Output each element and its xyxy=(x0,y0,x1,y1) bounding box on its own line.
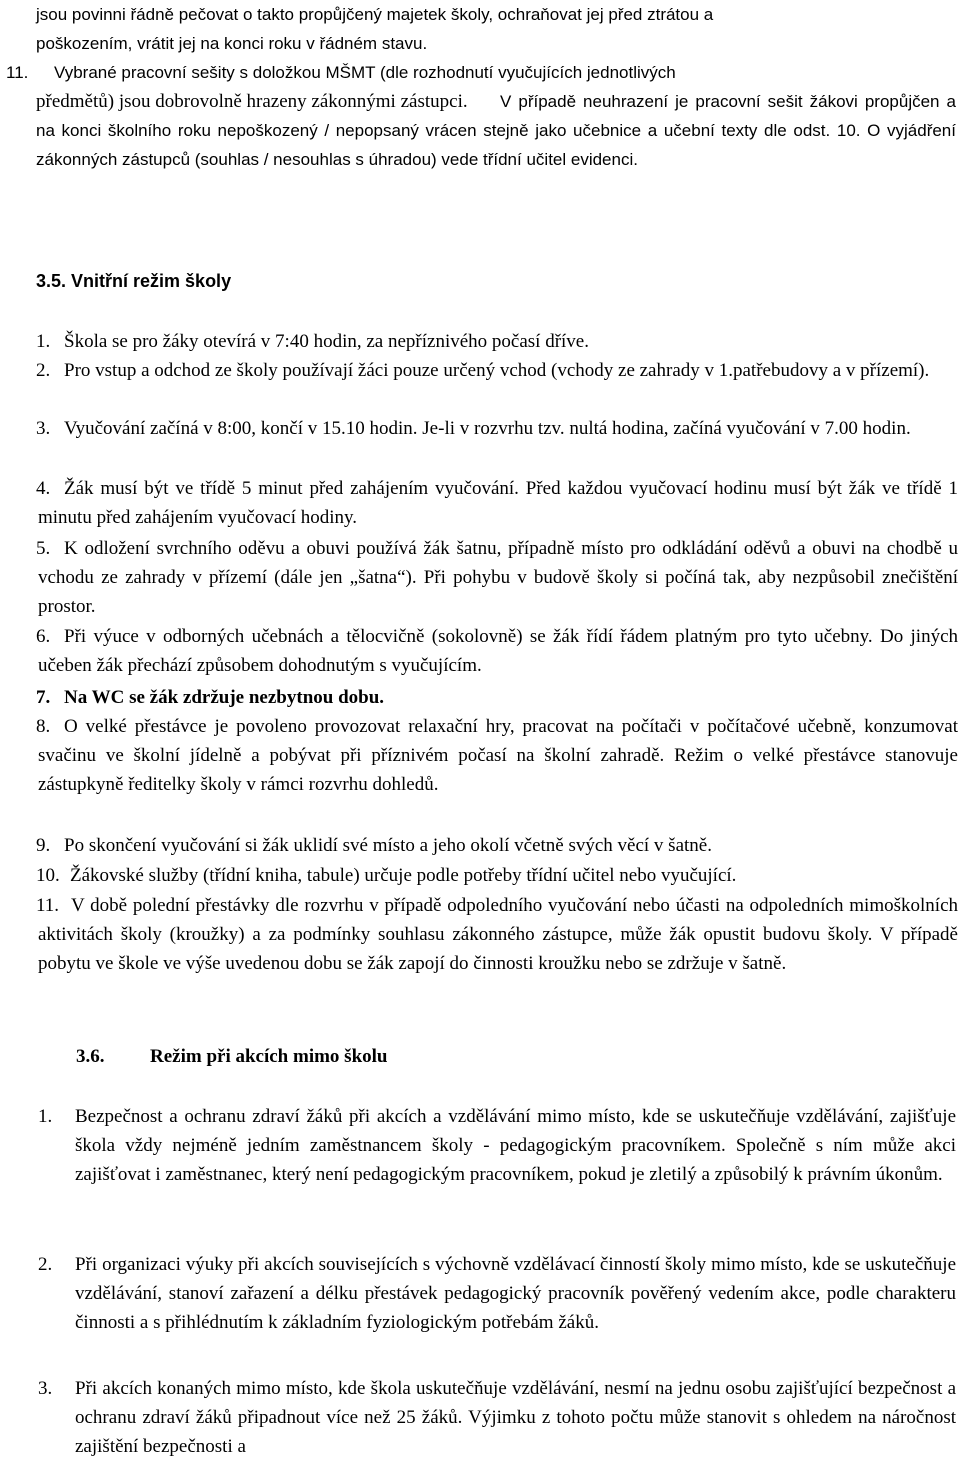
list-item-text: Vyučování začíná v 8:00, končí v 15.10 hodin. Je-li v rozvrhu tzv. nultá hodina, začíná vyučování v 7.00 hodin. xyxy=(64,418,911,439)
section-3-6-number: 3.6. xyxy=(76,1046,105,1067)
list-item-text: K odložení svrchního oděvu a obuvi používá žák šatnu, případně místo pro odkládání oděvů a obuvi na chodbě u vchodu ze zahrady v přízemí (dále jen „šatna“). Při pohybu v budově školy si počíná tak, aby nezpůsobil znečištění prostor. xyxy=(38,538,958,617)
section-3-5-heading: 3.5. Vnitřní režim školy xyxy=(36,271,232,291)
list-item-text: Na WC se žák zdržuje nezbytnou dobu. xyxy=(64,687,385,708)
list-item-number: 5. xyxy=(36,538,51,559)
list-item-number: 9. xyxy=(36,835,51,856)
intro-line-2: poškozením, vrátit jej na konci roku v řádném stavu. xyxy=(36,34,428,53)
list-item-number: 3. xyxy=(38,1378,53,1399)
intro-line-1: jsou povinni řádně pečovat o takto propůjčený majetek školy, ochraňovat jej před ztrátou a xyxy=(36,5,714,24)
list-item-text: Po skončení vyučování si žák uklidí své místo a jeho okolí včetně svých věcí v šatně. xyxy=(64,835,712,856)
list-item-number: 8. xyxy=(36,716,51,737)
intro-item-11-line-2: předmětů) jsou dobrovolně hrazeny zákonnými zástupci. xyxy=(36,91,468,112)
list-item-number: 7. xyxy=(36,687,51,708)
list-item-text: O velké přestávce je povoleno provozovat relaxační hry, pracovat na počítači v počítačové učebně, konzumovat svačinu ve školní jídelně a pobývat při příznivém počasí na školní zahradě. Režim o velké přestávce stanovuje zástupkyně ředitelky školy v rámci rozvrhu dohledů. xyxy=(38,716,958,795)
list-item-text: Při organizaci výuky při akcích souvisejících s výchovně vzdělávací činností školy mimo místo, kde se uskutečňuje vzdělávání, stanoví zařazení a délku přestávek pedagogický pracovník pověřený vedením akce, podle charakteru činnosti a s přihlédnutím k základním fyziologickým potřebám žáků. xyxy=(75,1254,956,1333)
list-item-number: 3. xyxy=(36,418,51,439)
list-item-text: Při akcích konaných mimo místo, kde škola uskutečňuje vzdělávání, nesmí na jednu osobu zajišťující bezpečnost a ochranu zdraví žáků připadnout více než 25 žáků. Výjimku z tohoto počtu může stanovit s ohledem na náročnost zajištění bezpečnosti a xyxy=(75,1378,956,1457)
list-item-text: Škola se pro žáky otevírá v 7:40 hodin, za nepříznivého počasí dříve. xyxy=(64,331,589,352)
section-3-6-heading: Režim při akcích mimo školu xyxy=(150,1046,388,1067)
list-item-number: 11. xyxy=(36,895,60,916)
list-item-text: Žákovské služby (třídní kniha, tabule) určuje podle potřeby třídní učitel nebo vyučující. xyxy=(70,865,737,886)
list-item-number: 1. xyxy=(36,331,51,352)
list-item-text: Bezpečnost a ochranu zdraví žáků při akcích a vzdělávání mimo místo, kde se uskutečňuje vzdělávání, zajišťuje škola vždy nejméně jedním zaměstnancem školy - pedagogickým pracovníkem. Společně s ním může akci zajišťovat i zaměstnanec, který není pedagogickým pracovníkem, pokud je zletilý a způsobilý k právním úkonům. xyxy=(75,1106,956,1185)
list-item-number: 1. xyxy=(38,1106,53,1127)
list-item-text: V době polední přestávky dle rozvrhu v případě odpoledního vyučování nebo účasti na odpoledních mimoškolních aktivitách školy (kroužky) a za podmínky souhlasu zákonného zástupce, může žák opustit budovu školy. V případě pobytu ve škole ve výše uvedenou dobu se žák zapojí do činnosti kroužku nebo se zdržuje v šatně. xyxy=(38,895,958,974)
list-item-text: Pro vstup a odchod ze školy používají žáci pouze určený vchod (vchody ze zahrady v 1.patřebudovy a v přízemí). xyxy=(64,360,930,381)
list-item-number: 4. xyxy=(36,478,51,499)
intro-item-11-line-1: Vybrané pracovní sešity s doložkou MŠMT (dle rozhodnutí vyučujících jednotlivých xyxy=(54,63,676,82)
list-item-number: 2. xyxy=(36,360,51,381)
intro-item-11-number: 11. xyxy=(6,63,29,82)
list-item-text: Při výuce v odborných učebnách a tělocvičně (sokolovně) se žák řídí řádem platným pro tyto učebny. Do jiných učeben žák přechází způsobem dohodnutým s vyučujícím. xyxy=(38,626,958,676)
list-item-number: 10. xyxy=(36,865,60,886)
list-item-number: 6. xyxy=(36,626,51,647)
list-item-text: Žák musí být ve třídě 5 minut před zahájením vyučování. Před každou vyučovací hodinu musí být žák ve třídě 1 minutu před zahájením vyučovací hodiny. xyxy=(38,478,958,528)
intro-item-11-rest: V případě neuhrazení je pracovní sešit žákovi propůjčen a na konci školního roku nepoškozený / nepopsaný vrácen stejně jako učebnice a učební texty dle odst. 10. O vyjádření zákonných zástupců (souhlas / nesouhlas s úhradou) vede třídní učitel evidenci. xyxy=(36,92,956,169)
list-item-number: 2. xyxy=(38,1254,53,1275)
